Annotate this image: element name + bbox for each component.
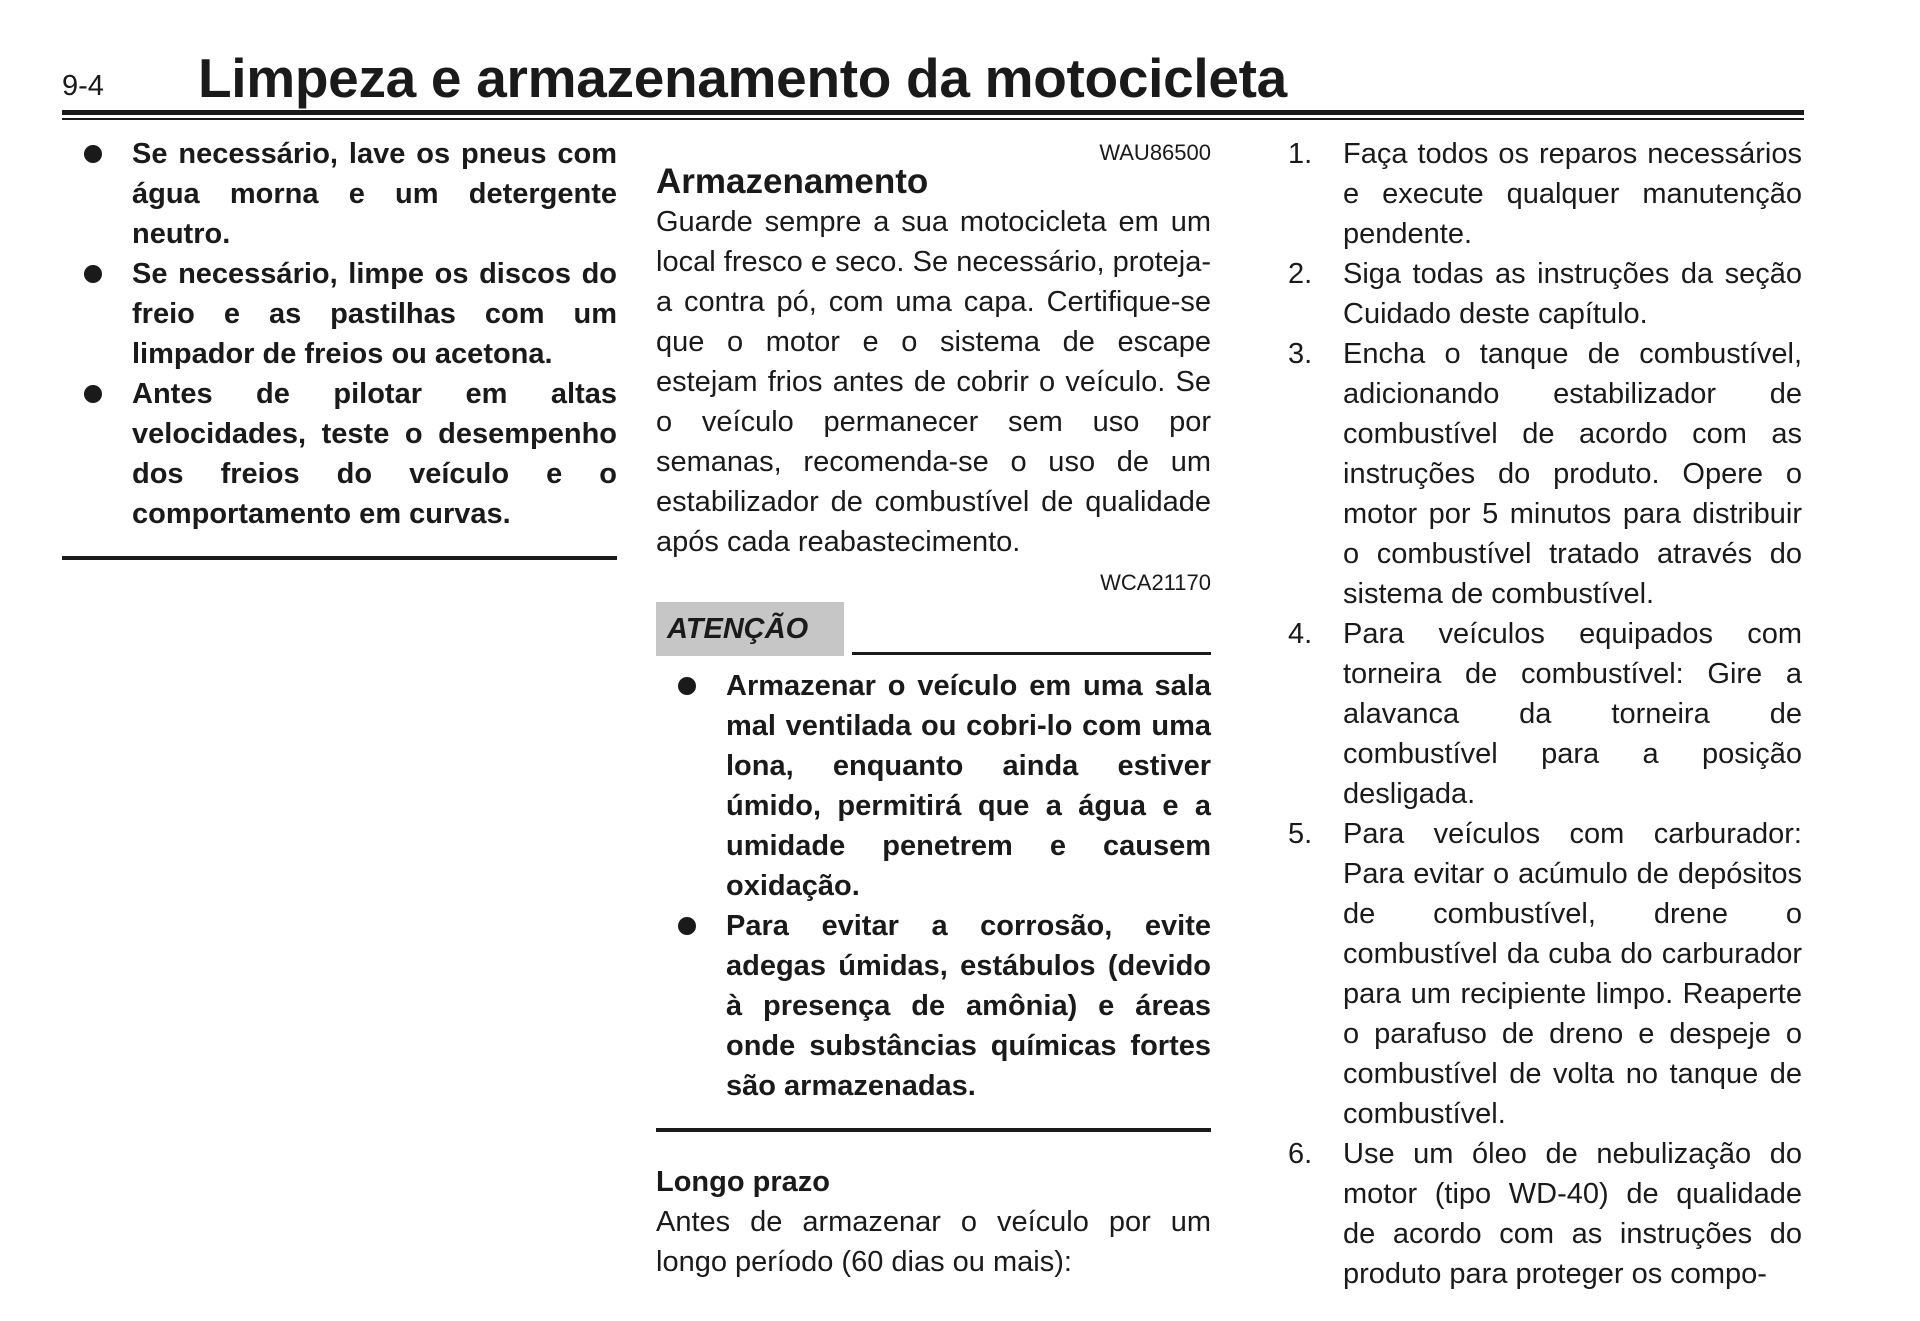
caution-bullet-list <box>656 666 1211 1106</box>
step-text: Para veículos equipados com torneira de combustível: Gire a alavanca da torneira de combustível para a posição desligada. <box>1343 618 1802 810</box>
step-number: 1. <box>1288 138 1313 170</box>
long-term-heading: Longo prazo <box>656 1166 830 1198</box>
header-rule-thin <box>62 118 1804 120</box>
bullet-icon <box>84 145 102 163</box>
section-end-rule <box>62 556 617 560</box>
page-title: Limpeza e armazenamento da motocicleta <box>198 47 1287 109</box>
storage-steps-list <box>1288 134 1802 1294</box>
caution-text: Para evitar a corrosão, evite adegas úmidas, estábulos (devido à presença de amônia) e áreas onde substâncias químicas fortes são armazenadas. <box>726 910 1211 1102</box>
bullet-text: Se necessário, lave os pneus com água morna e um detergente neutro. <box>132 138 617 250</box>
steps-column <box>1288 134 1802 1294</box>
list-item <box>62 134 617 254</box>
step-number: 2. <box>1288 258 1313 290</box>
left-column <box>62 134 617 560</box>
bullet-icon <box>84 385 102 403</box>
step-item <box>1288 334 1802 614</box>
caution-code: WCA21170 <box>1100 570 1211 595</box>
page-number: 9-4 <box>62 70 104 102</box>
caution-text: Armazenar o veículo em uma sala mal ventilada ou cobri-lo com uma lona, enquanto ainda estiver úmido, permitirá que a água e a umidade penetrem e causem oxidação. <box>726 670 1211 902</box>
step-item <box>1288 614 1802 814</box>
bullet-text: Antes de pilotar em altas velocidades, teste o desempenho dos freios do veículo e o comportamento em curvas. <box>132 378 617 530</box>
step-number: 5. <box>1288 818 1313 850</box>
header-rule <box>62 110 1804 115</box>
bullet-text: Se necessário, limpe os discos do freio e as pastilhas com um limpador de freios ou acetona. <box>132 258 617 370</box>
caution-rule <box>852 652 1211 655</box>
cleaning-bullet-list <box>62 134 617 534</box>
storage-paragraph: Guarde sempre a sua motocicleta em um local fresco e seco. Se necessário, proteja-a contra pó, com uma capa. Certifique-se que o motor e o sistema de escape estejam frios antes de cobrir o veículo. Se o veículo permanecer sem uso por semanas, recomenda-se o uso de um estabilizador de combustível de qualidade após cada reabastecimento. <box>656 206 1211 558</box>
step-item <box>1288 1134 1802 1294</box>
storage-column <box>656 134 1211 1282</box>
section-heading: Armazenamento <box>656 162 929 201</box>
step-number: 3. <box>1288 338 1313 370</box>
bullet-icon <box>678 917 696 935</box>
step-text: Siga todas as instruções da seção Cuidado deste capítulo. <box>1343 258 1802 330</box>
caution-header <box>656 602 1211 656</box>
caution-label: ATENÇÃO <box>656 602 844 656</box>
list-item <box>656 906 1211 1106</box>
section-code: WAU86500 <box>1099 140 1211 165</box>
step-text: Faça todos os reparos necessários e execute qualquer manutenção pendente. <box>1343 138 1802 250</box>
step-text: Para veículos com carburador: Para evitar o acúmulo de depósitos de combustível, drene o combustível da cuba do carburador para um recipiente limpo. Reaperte o parafuso de dreno e despeje o combustível de volta no tanque de combustível. <box>1343 818 1802 1130</box>
list-item <box>656 666 1211 906</box>
long-term-intro: Antes de armazenar o veículo por um longo período (60 dias ou mais): <box>656 1206 1211 1278</box>
step-number: 6. <box>1288 1138 1313 1170</box>
list-item <box>62 254 617 374</box>
step-item <box>1288 254 1802 334</box>
step-item <box>1288 814 1802 1134</box>
step-item <box>1288 134 1802 254</box>
step-text: Use um óleo de nebulização do motor (tipo WD-40) de qualidade de acordo com as instruções do produto para proteger os compo- <box>1343 1138 1802 1290</box>
step-text: Encha o tanque de combustível, adicionando estabilizador de combustível de acordo com as instruções do produto. Opere o motor por 5 minutos para distribuir o combustível tratado através do sistema de combustível. <box>1343 338 1802 610</box>
bullet-icon <box>678 677 696 695</box>
caution-end-rule <box>656 1128 1211 1132</box>
bullet-icon <box>84 265 102 283</box>
step-number: 4. <box>1288 618 1313 650</box>
list-item <box>62 374 617 534</box>
